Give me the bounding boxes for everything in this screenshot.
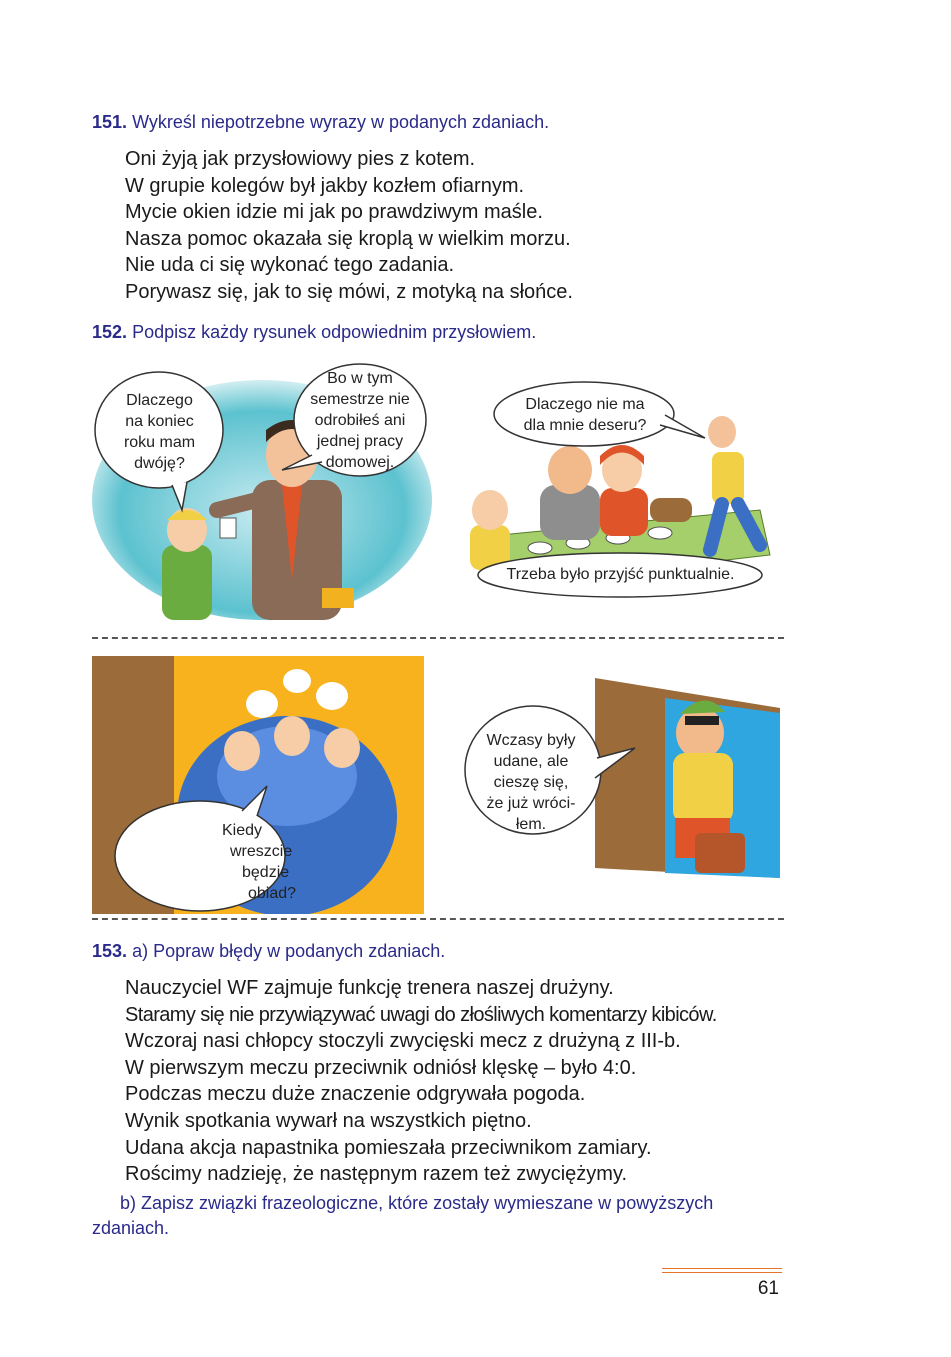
sentence: Wynik spotkania wywarł na wszystkich piętno. <box>125 1109 532 1132</box>
sentence: Staramy się nie przywiązywać uwagi do złośliwych komentarzy kibiców. <box>125 1003 717 1026</box>
exercise-number: 152. <box>92 322 128 342</box>
exercise-153-sentences <box>125 975 717 1188</box>
speech-bubble-teacher: Bo w tym semestrze nie odrobiłeś ani jednej pracy domowej. <box>310 370 410 471</box>
sentence: Mycie okien idzie mi jak po prawdziwym maśle. <box>125 201 543 224</box>
exercise-153-instruction-b: b) Zapisz związki frazeologiczne, które zostały wymieszane w powyższych zdaniach. <box>92 1193 714 1238</box>
illustration-teacher-boy <box>92 360 432 620</box>
exercise-151-sentences <box>125 146 573 306</box>
speech-bubble-man: Wczasy były udane, ale cieszę się, że już wróci- łem. <box>486 732 576 833</box>
answer-line <box>92 637 784 639</box>
illustration-holiday-return <box>455 678 783 906</box>
illustration-family-dinner <box>460 370 784 610</box>
sentence: Nasza pomoc okazała się kroplą w wielkim morzu. <box>125 227 571 250</box>
exercise-number: 151. <box>92 112 128 132</box>
exercise-153-heading <box>92 941 445 962</box>
sentence: W grupie kolegów był jakby kozłem ofiarnym. <box>125 174 525 197</box>
exercise-instruction: Podpisz każdy rysunek odpowiednim przysłowiem. <box>132 322 537 342</box>
speech-bubble-boy: Dlaczego na koniec roku mam dwóję? <box>123 392 196 472</box>
sentence: Udana akcja napastnika pomieszała przeciwnikom zamiary. <box>125 1136 652 1159</box>
answer-line <box>92 918 784 920</box>
exercise-number: 153. <box>92 941 128 961</box>
sentence: Podczas meczu duże znaczenie odgrywała pogoda. <box>125 1083 586 1106</box>
footer-rule <box>662 1268 782 1269</box>
exercise-instruction: Wykreśl niepotrzebne wyrazy w podanych zdaniach. <box>132 112 550 132</box>
exercise-151-heading <box>92 112 549 133</box>
sentence: Nauczyciel WF zajmuje funkcję trenera naszej drużyny. <box>125 977 614 999</box>
page-number: 61 <box>757 1278 779 1299</box>
speech-bubble-boy: Dlaczego nie ma dla mnie deseru? <box>523 396 647 434</box>
sentence: Rościmy nadzieję, że następnym razem też zwyciężymy. <box>125 1163 628 1186</box>
sentence: Porywasz się, jak to się mówi, z motyką na słońce. <box>125 280 573 303</box>
sentence: Oni żyją jak przysłowiowy pies z kotem. <box>125 148 476 170</box>
speech-bubble-family: Trzeba było przyjść punktualnie. <box>506 566 735 583</box>
sentence: W pierwszym meczu przeciwnik odniósł klęskę – było 4:0. <box>125 1056 637 1079</box>
illustration-hungry-campers <box>92 656 424 914</box>
exercise-152-heading <box>92 322 536 343</box>
sentence: Wczoraj nasi chłopcy stoczyli zwycięski mecz z drużyną z III-b. <box>125 1030 681 1053</box>
sentence: Nie uda ci się wykonać tego zadania. <box>125 254 455 277</box>
footer-rule <box>662 1272 782 1273</box>
speech-bubble-campers: Kiedy wreszcie będzie obiad? <box>222 822 297 902</box>
exercise-instruction: a) Popraw błędy w podanych zdaniach. <box>132 941 446 961</box>
